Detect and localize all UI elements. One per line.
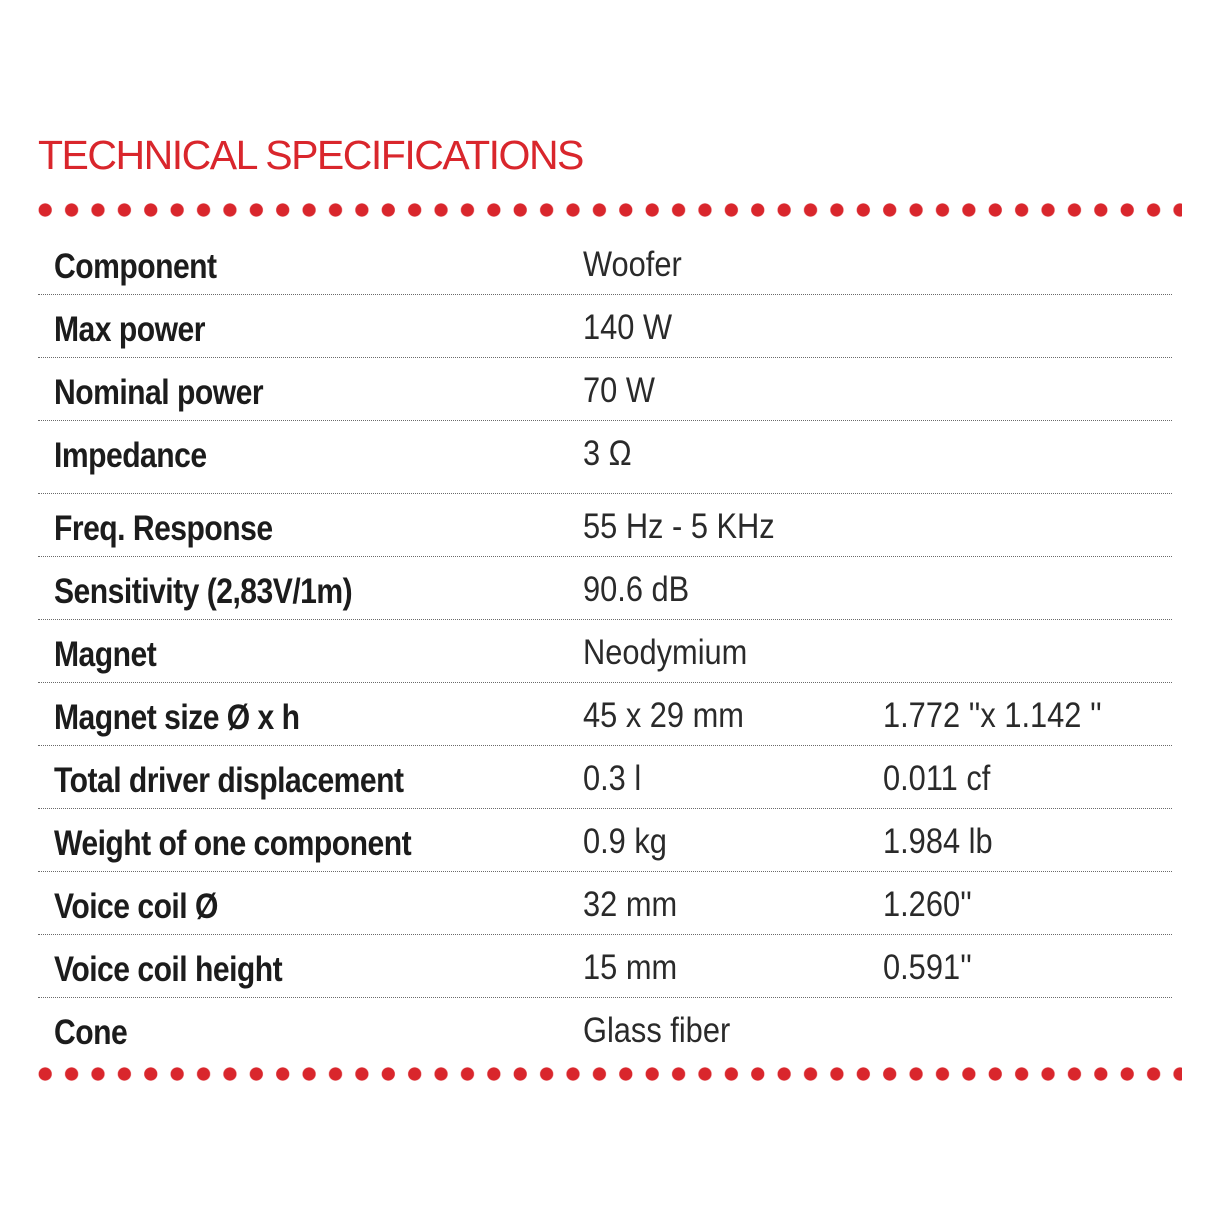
spec-label: Voice coil Ø — [54, 887, 218, 926]
spec-row-nominal-power — [38, 358, 1172, 421]
page-title: TECHNICAL SPECIFICATIONS — [38, 132, 583, 178]
spec-row-component — [38, 232, 1172, 295]
spec-row-freq-response — [38, 494, 1172, 557]
spec-row-magnet — [38, 620, 1172, 683]
spec-row-impedance — [38, 421, 1172, 494]
spec-imperial-value: 0.011 cf — [883, 759, 991, 798]
spec-row-magnet-size — [38, 683, 1172, 746]
spec-label: Weight of one component — [54, 824, 412, 863]
spec-label: Impedance — [54, 436, 207, 475]
spec-row-voice-coil-diameter — [38, 872, 1172, 935]
spec-label: Magnet size Ø x h — [54, 698, 300, 737]
spec-metric-value: 90.6 dB — [583, 570, 690, 609]
spec-label: Cone — [54, 1013, 128, 1052]
spec-row-max-power — [38, 295, 1172, 358]
spec-metric-value: 55 Hz - 5 KHz — [583, 507, 775, 546]
spec-metric-value: 45 x 29 mm — [583, 696, 744, 735]
spec-metric-value: Woofer — [583, 245, 682, 284]
bottom-dotted-divider — [32, 1066, 1182, 1082]
spec-label: Magnet — [54, 635, 157, 674]
spec-metric-value: 140 W — [583, 308, 673, 347]
spec-imperial-value: 1.772 ''x 1.142 '' — [883, 696, 1102, 735]
spec-row-weight — [38, 809, 1172, 872]
spec-label: Max power — [54, 310, 205, 349]
spec-label: Nominal power — [54, 373, 264, 412]
spec-row-cone — [38, 998, 1172, 1060]
spec-row-sensitivity — [38, 557, 1172, 620]
spec-metric-value: 32 mm — [583, 885, 678, 924]
spec-label: Freq. Response — [54, 509, 273, 548]
spec-label: Sensitivity (2,83V/1m) — [54, 572, 353, 611]
spec-table — [38, 232, 1172, 1060]
spec-metric-value: 15 mm — [583, 948, 678, 987]
spec-label: Voice coil height — [54, 950, 283, 989]
spec-imperial-value: 0.591'' — [883, 948, 972, 987]
spec-row-total-driver-displacement — [38, 746, 1172, 809]
spec-metric-value: 0.9 kg — [583, 822, 667, 861]
spec-metric-value: 0.3 l — [583, 759, 642, 798]
spec-label: Total driver displacement — [54, 761, 404, 800]
spec-metric-value: Glass fiber — [583, 1011, 731, 1050]
spec-imperial-value: 1.260'' — [883, 885, 972, 924]
spec-metric-value: 70 W — [583, 371, 655, 410]
spec-metric-value: 3 Ω — [583, 434, 632, 473]
spec-metric-value: Neodymium — [583, 633, 748, 672]
top-dotted-divider — [32, 202, 1182, 218]
spec-label: Component — [54, 247, 217, 286]
spec-row-voice-coil-height — [38, 935, 1172, 998]
spec-imperial-value: 1.984 lb — [883, 822, 993, 861]
